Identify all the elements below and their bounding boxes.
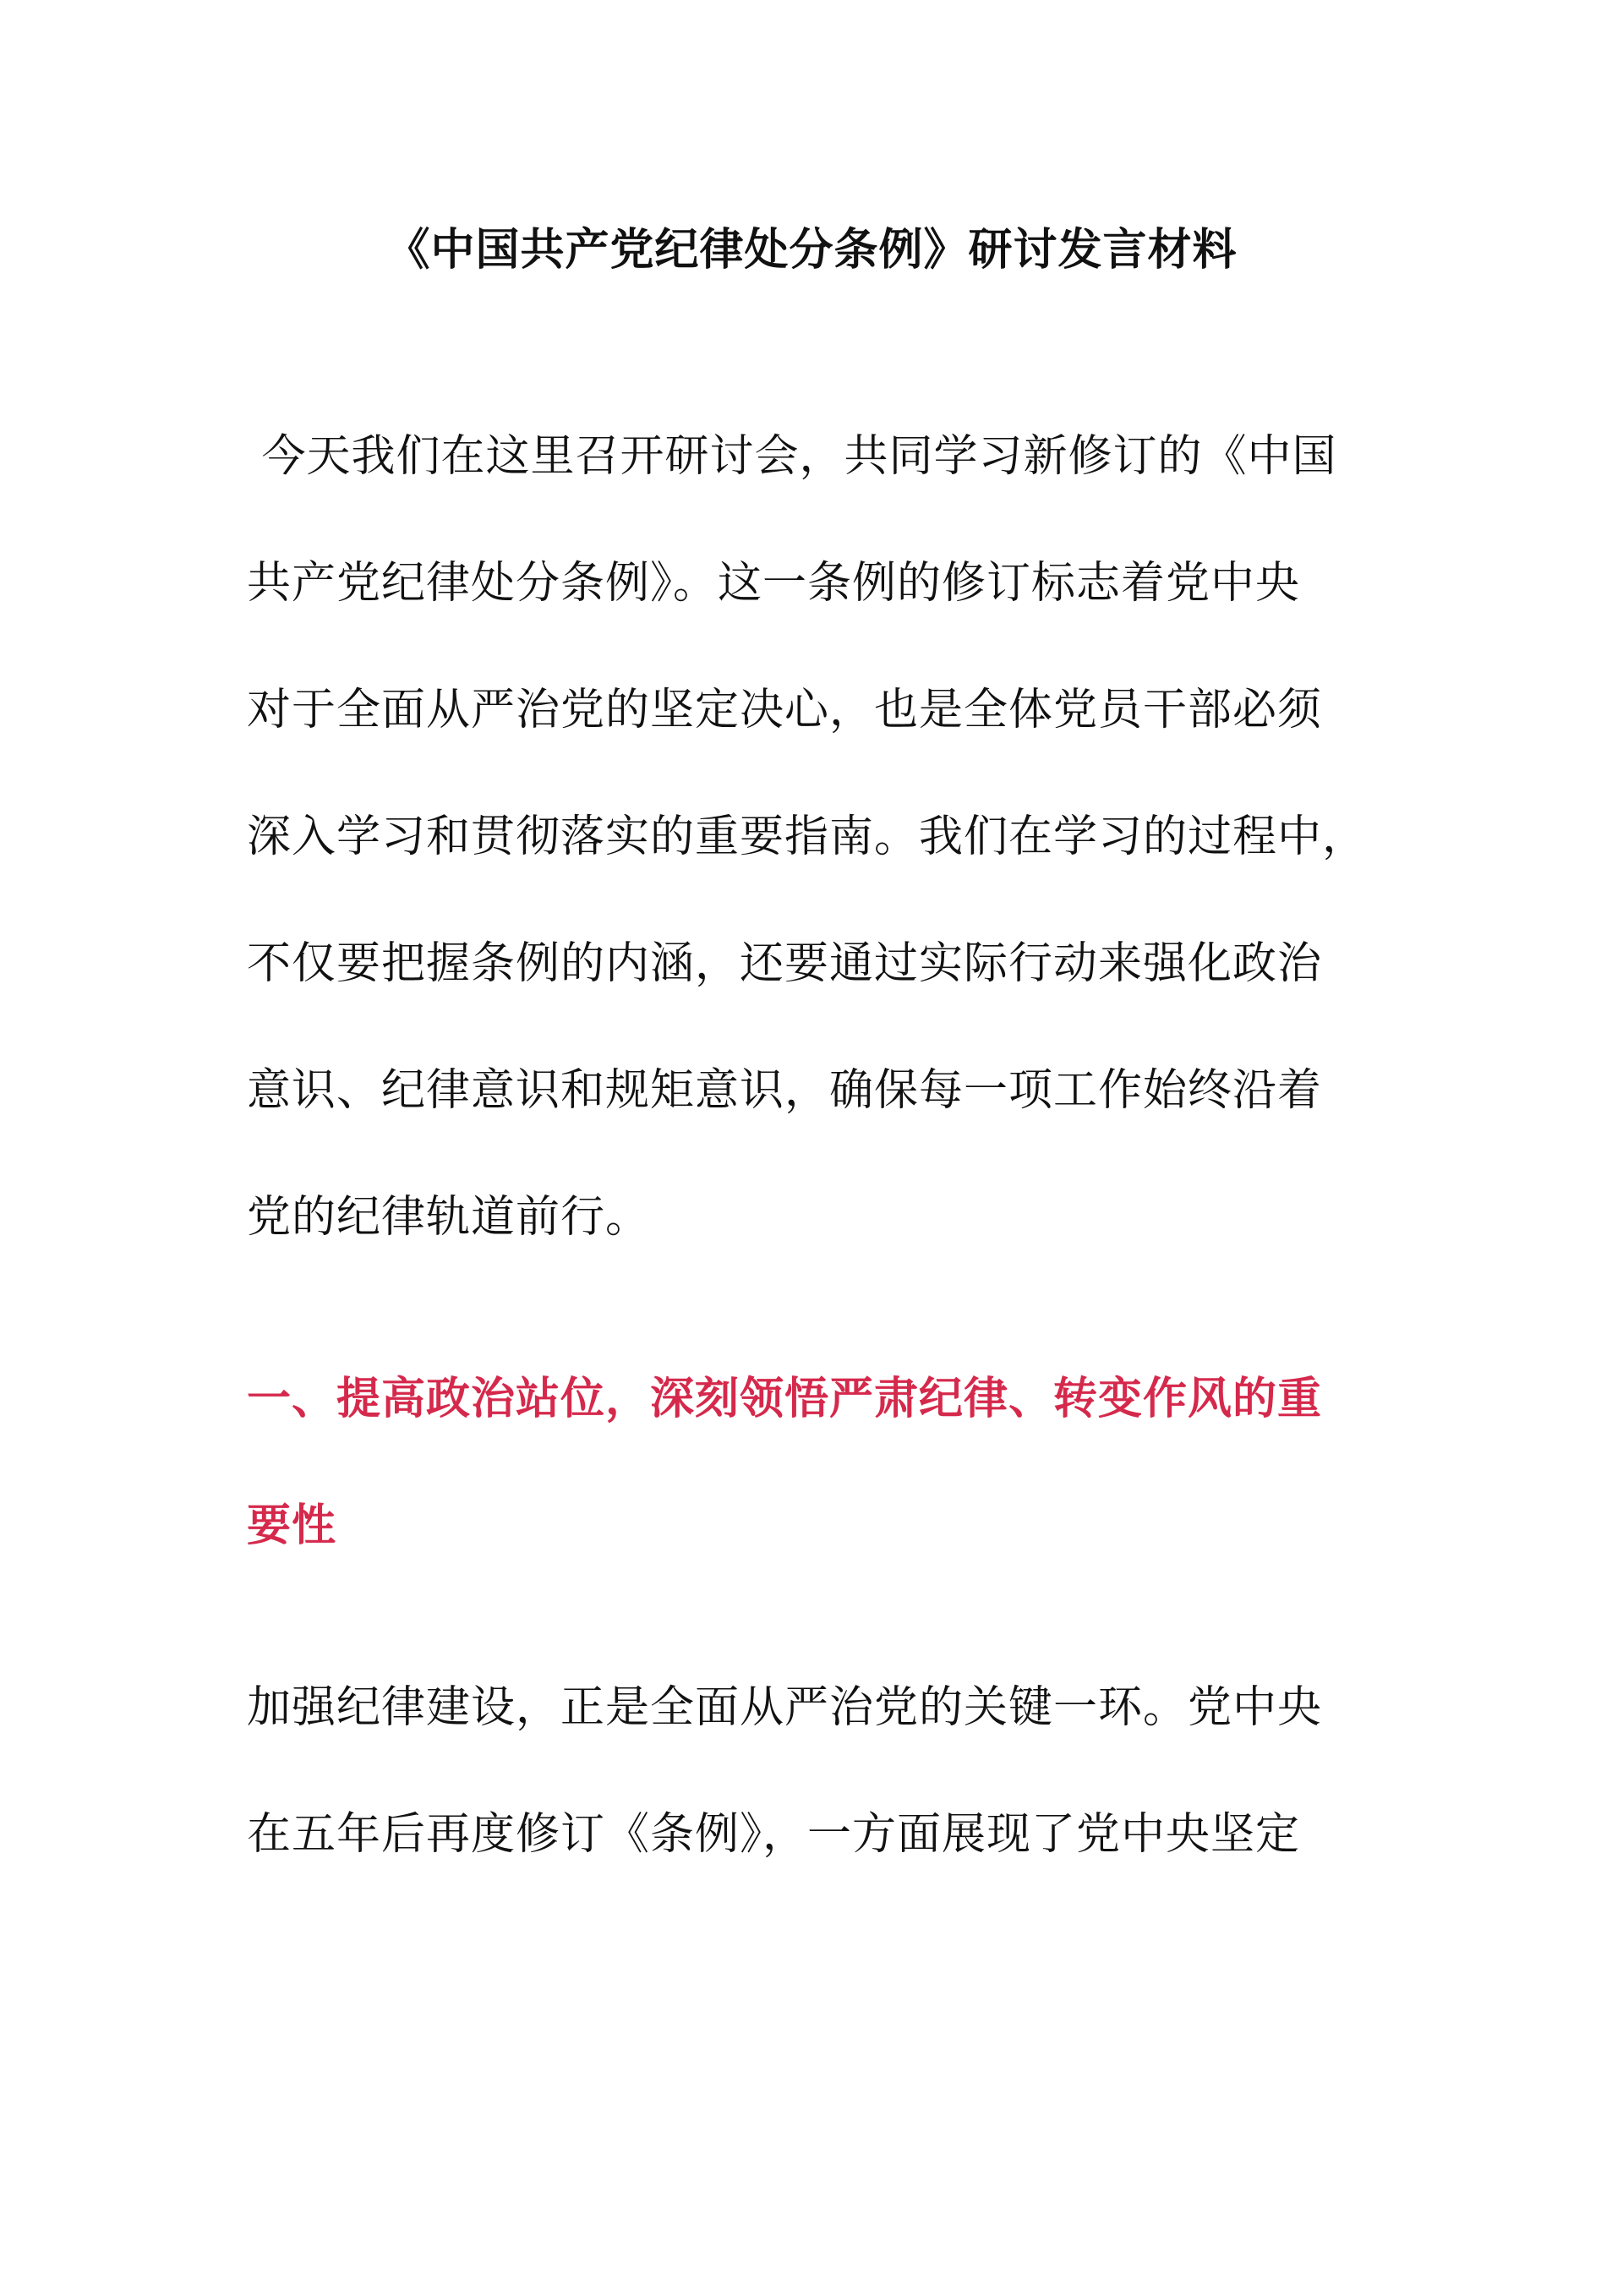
intro-line-2: 共产党纪律处分条例》。这一条例的修订标志着党中央 <box>247 558 1301 609</box>
intro-line-1: 今天我们在这里召开研讨会，共同学习新修订的《中国 <box>247 431 1337 482</box>
intro-line-5: 不仅要把握条例的内涵，还要通过实际行动来强化政治 <box>247 938 1323 989</box>
section-1-line-2: 在五年后再度修订《条例》，一方面展现了党中央坚定 <box>247 1809 1301 1860</box>
section-1-line-1: 加强纪律建设，正是全面从严治党的关键一环。党中央 <box>247 1682 1323 1733</box>
document-title: 《中国共产党纪律处分条例》研讨发言材料 <box>385 225 1238 276</box>
section-1-heading-line-1: 一、提高政治站位，深刻领悟严肃纪律、转变作风的重 <box>247 1374 1323 1424</box>
intro-line-6: 意识、纪律意识和规矩意识，确保每一项工作始终沿着 <box>247 1065 1323 1116</box>
section-1-heading-line-2: 要性 <box>247 1501 337 1551</box>
intro-line-4: 深入学习和贯彻落实的重要指南。我们在学习的过程中， <box>247 812 1368 862</box>
intro-line-3: 对于全面从严治党的坚定决心，也是全体党员干部必须 <box>247 685 1323 735</box>
intro-line-7: 党的纪律轨道前行。 <box>247 1192 651 1243</box>
